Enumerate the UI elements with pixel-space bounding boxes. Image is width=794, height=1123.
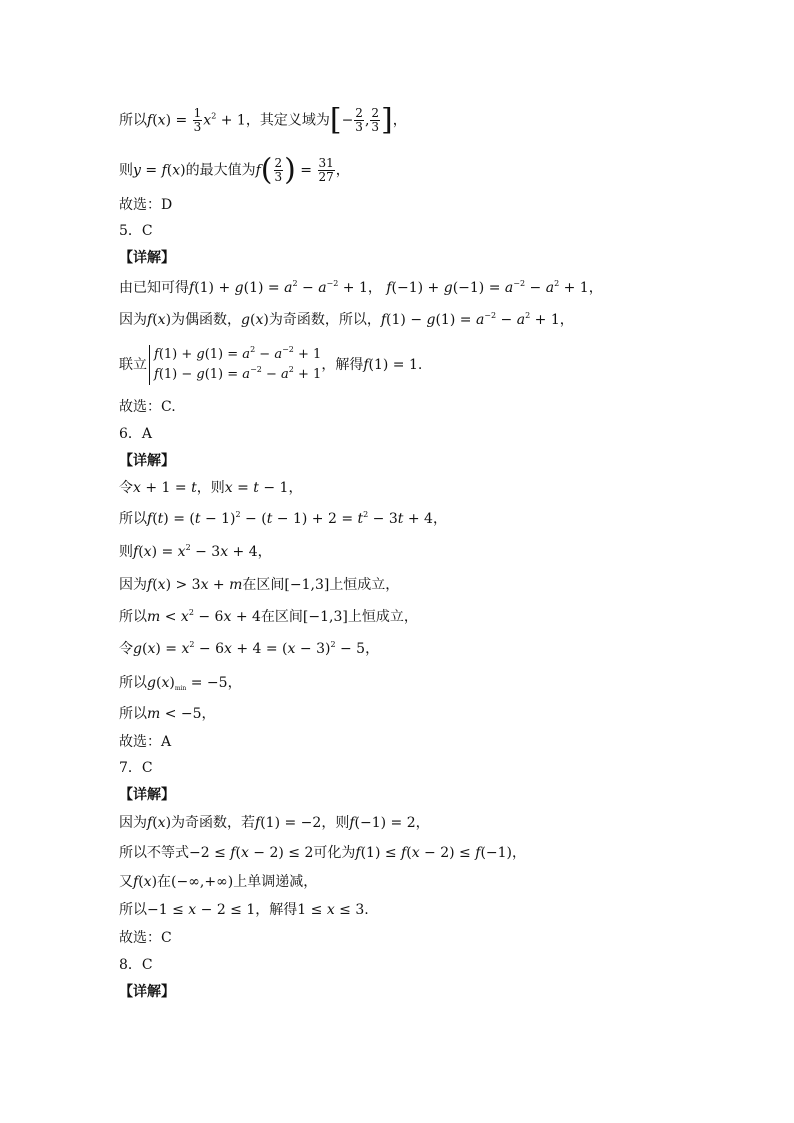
text: 在区间: [242, 577, 285, 593]
text: 所以: [119, 511, 147, 527]
solution-line-max: 则y = f(x)的最大值为f( $\frac{2}{3}$ ) = $\frac{31}{27}$ ，: [119, 152, 350, 188]
text: 所以不等式: [119, 845, 189, 861]
solution-line: 因为f(x) > 3x + m在区间[−1,3]上恒成立，: [119, 577, 400, 593]
question-number: 6．A: [119, 426, 153, 442]
answer-line: 故选：D: [119, 197, 173, 213]
text: 因为: [119, 577, 147, 593]
text: ，解得: [321, 357, 364, 373]
text: 可化为: [313, 845, 356, 861]
solution-line: 由已知可得$f(1) + g(1) = a^2 - a^{-2} + 1$， $f(-1) + g(-1) = a^{-2} - a^2 + 1$，: [119, 279, 603, 296]
text: ，则: [321, 815, 350, 831]
solution-line: 令$g(x) = x^2 - 6x + 4 = (x - 3)^2 - 5$，: [119, 640, 380, 657]
text: 上单调递减，: [233, 874, 318, 890]
text: 在区间: [260, 609, 303, 625]
text: 则: [119, 544, 133, 560]
text: 所以: [119, 112, 147, 129]
answer-line: 故选：A: [119, 734, 172, 750]
answer-line: 故选：C.: [119, 399, 176, 415]
text: 因为: [119, 312, 147, 328]
answer-line: 故选：C: [119, 930, 172, 946]
question-number: 7．C: [119, 760, 153, 776]
text: 则: [119, 162, 133, 179]
text: 令: [119, 641, 133, 657]
solution-line-domain: 所以f(x) = $\frac{1}{3}$ $x^2 + 1$，其定义域为[− $\frac{2}{3}$ , $\frac{2}{3}$ ]，: [119, 102, 407, 138]
text: ，则: [196, 480, 225, 496]
question-number: 5．C: [119, 223, 153, 239]
text: 所以: [119, 675, 147, 691]
text: 在: [157, 874, 172, 890]
detail-heading: 【详解】: [119, 250, 175, 266]
text: 的最大值为: [185, 162, 256, 179]
solution-line: 因为f(x)为奇函数，若f(1) = −2，则f(−1) = 2，: [119, 815, 430, 831]
solution-line-system: 联立 $f(1) + g(1) = a^2 - a^{-2} + 1$ $f(1) - g(1) = a^{-2} - a^2 + 1$ ，解得f(1) = 1.: [119, 345, 422, 385]
solution-line: 则$f(x) = x^2 - 3x + 4$，: [119, 543, 272, 560]
solution-line: 所以m < −5，: [119, 706, 216, 722]
solution-line: 因为f(x)为偶函数，g(x)为奇函数，所以，$f(1) - g(1) = a^{-2} - a^2 + 1$，: [119, 311, 574, 328]
text: 所以: [119, 706, 147, 722]
solution-line: 所以不等式−2 ≤ f(x − 2) ≤ 2可化为f(1) ≤ f(x − 2) ≤ f(−1)，: [119, 845, 526, 861]
solution-line: 所以$g(x)_{min} = -5$，: [119, 675, 242, 692]
text: 上恒成立，: [347, 609, 418, 625]
question-number: 8．C: [119, 957, 153, 973]
text: 为奇函数，若: [171, 815, 256, 831]
text: ，解得: [255, 902, 298, 918]
solution-line: 又f(x)在(−∞,+∞)上单调递减，: [119, 874, 318, 890]
detail-heading: 【详解】: [119, 453, 175, 469]
text: 上恒成立，: [329, 577, 400, 593]
text: 联立: [119, 357, 147, 373]
text: 为偶函数，: [171, 312, 242, 328]
solution-line: 所以$f(t) = (t - 1)^2 - (t - 1) + 2 = t^2 - 3t + 4$，: [119, 510, 447, 527]
detail-heading: 【详解】: [119, 984, 175, 1000]
detail-heading: 【详解】: [119, 787, 175, 803]
text: ，其定义域为: [245, 112, 330, 129]
text: 为奇函数，所以，: [268, 312, 381, 328]
text: 令: [119, 480, 133, 496]
text: 因为: [119, 815, 147, 831]
solution-line: 令x + 1 = t，则x = t − 1，: [119, 480, 303, 496]
text: 又: [119, 874, 133, 890]
text: 由已知可得: [119, 280, 189, 296]
solution-line: 所以$m < x^2 - 6x + 4$在区间[−1,3]上恒成立，: [119, 608, 418, 625]
solution-line: 所以−1 ≤ x − 2 ≤ 1，解得1 ≤ x ≤ 3.: [119, 902, 369, 918]
text: 所以: [119, 609, 147, 625]
text: 所以: [119, 902, 147, 918]
